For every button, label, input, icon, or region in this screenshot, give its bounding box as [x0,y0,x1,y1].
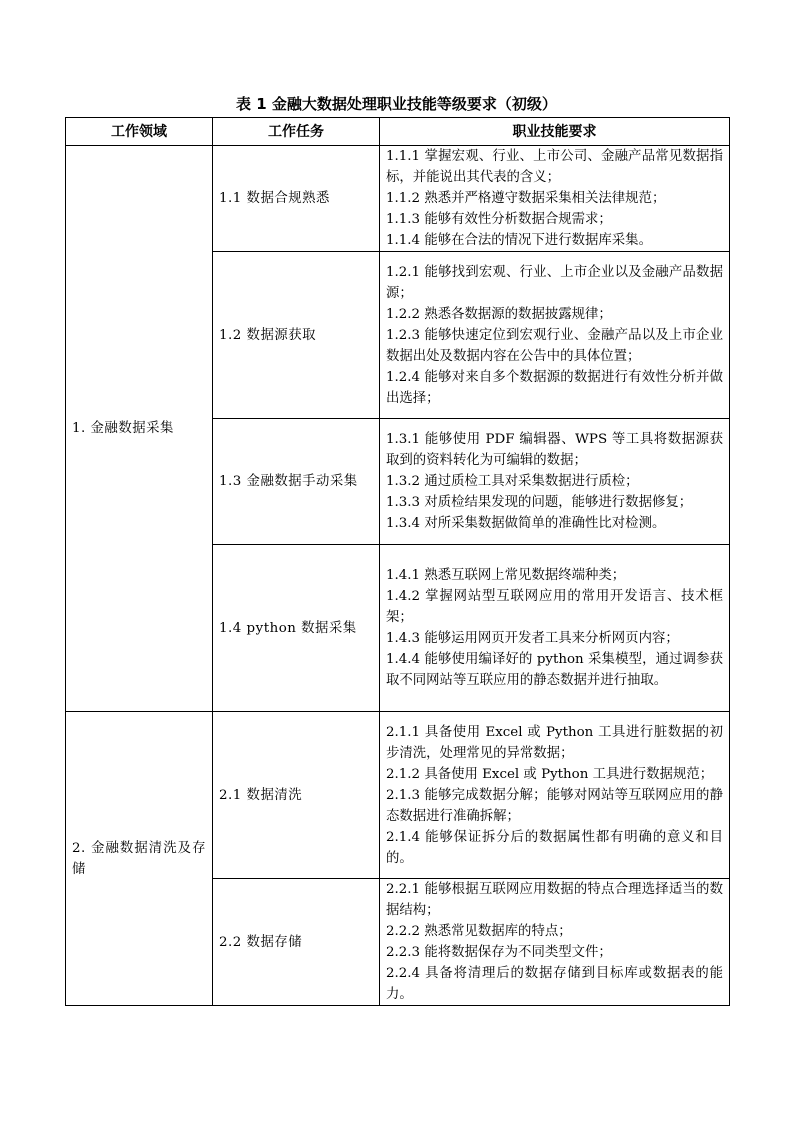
task-cell: 2.2 数据存储 [213,879,380,1006]
requirement-item: 2.2.4 具备将清理后的数据存储到目标库或数据表的能力。 [386,966,723,1002]
requirements-cell [380,545,730,712]
requirement-item: 2.1.4 能够保证拆分后的数据属性都有明确的意义和目的。 [386,829,723,866]
requirement-item: 2.2.3 能将数据保存为不同类型文件； [386,945,612,960]
requirements-cell [380,146,730,252]
task-cell: 1.3 金融数据手动采集 [213,419,380,545]
requirement-item: 1.2.1 能够找到宏观、行业、上市企业以及金融产品数据源； [386,264,723,301]
task-cell: 1.1 数据合规熟悉 [213,146,380,252]
task-cell: 2.1 数据清洗 [213,712,380,879]
requirement-item: 1.4.3 能够运用网页开发者工具来分析网页内容； [386,631,679,646]
requirement-item: 1.3.3 对质检结果发现的问题，能够进行数据修复； [386,495,693,510]
requirement-item: 1.3.4 对所采集数据做简单的准确性比对检测。 [386,516,666,531]
header-skill-requirements: 职业技能要求 [380,118,730,146]
requirement-item: 1.1.3 能够有效性分析数据合规需求； [386,212,612,227]
requirement-item: 1.4.1 熟悉互联网上常见数据终端种类； [386,568,626,583]
domain-cell: 2. 金融数据清洗及存储 [66,712,213,1006]
requirement-item: 1.2.2 熟悉各数据源的数据披露规律； [386,306,612,322]
task-cell: 1.2 数据源获取 [213,252,380,419]
requirement-item: 1.4.4 能够使用编译好的 python 采集模型，通过调参获取不同网站等互联应用的静态数据并进行抽取。 [386,652,723,688]
requirements-cell [380,419,730,545]
requirement-item: 1.3.1 能够使用 PDF 编辑器、WPS 等工具将数据源获取到的资料转化为可编辑的数据； [386,432,723,468]
requirement-item: 1.1.2 熟悉并严格遵守数据采集相关法律规范； [386,191,666,206]
requirement-item: 1.2.3 能够快速定位到宏观行业、金融产品以及上市企业数据出处及数据内容在公告中的具体位置； [386,327,723,364]
header-work-task: 工作任务 [213,118,380,146]
requirement-item: 1.1.4 能够在合法的情况下进行数据库采集。 [386,233,652,248]
requirement-item: 2.1.3 能够完成数据分解；能够对网站等互联网应用的静态数据进行准确拆解； [386,787,723,824]
requirement-item: 1.3.2 通过质检工具对采集数据进行质检； [386,474,639,489]
requirements-cell [380,879,730,1006]
requirement-item: 2.1.2 具备使用 Excel 或 Python 工具进行数据规范； [386,766,714,782]
header-work-domain: 工作领域 [66,118,213,146]
requirement-item: 1.1.1 掌握宏观、行业、上市公司、金融产品常见数据指标，并能说出其代表的含义； [386,149,723,185]
skills-requirements-table [65,117,730,1006]
table-header-row [66,118,730,146]
requirement-item: 2.2.1 能够根据互联网应用数据的特点合理选择适当的数据结构； [386,882,723,918]
requirements-cell [380,252,730,419]
requirement-item: 2.1.1 具备使用 Excel 或 Python 工具进行脏数据的初步清洗，处理常见的异常数据； [386,724,723,761]
requirement-item: 1.4.2 掌握网站型互联网应用的常用开发语言、技术框架； [386,589,723,625]
table-row [66,146,730,252]
table-row [66,712,730,879]
table-caption: 表 1 金融大数据处理职业技能等级要求（初级） [236,95,557,113]
task-cell: 1.4 python 数据采集 [213,545,380,712]
requirement-item: 1.2.4 能够对来自多个数据源的数据进行有效性分析并做出选择； [386,369,723,406]
requirement-item: 2.2.2 熟悉常见数据库的特点； [386,924,572,939]
requirements-cell [380,712,730,879]
domain-cell: 1. 金融数据采集 [66,146,213,712]
